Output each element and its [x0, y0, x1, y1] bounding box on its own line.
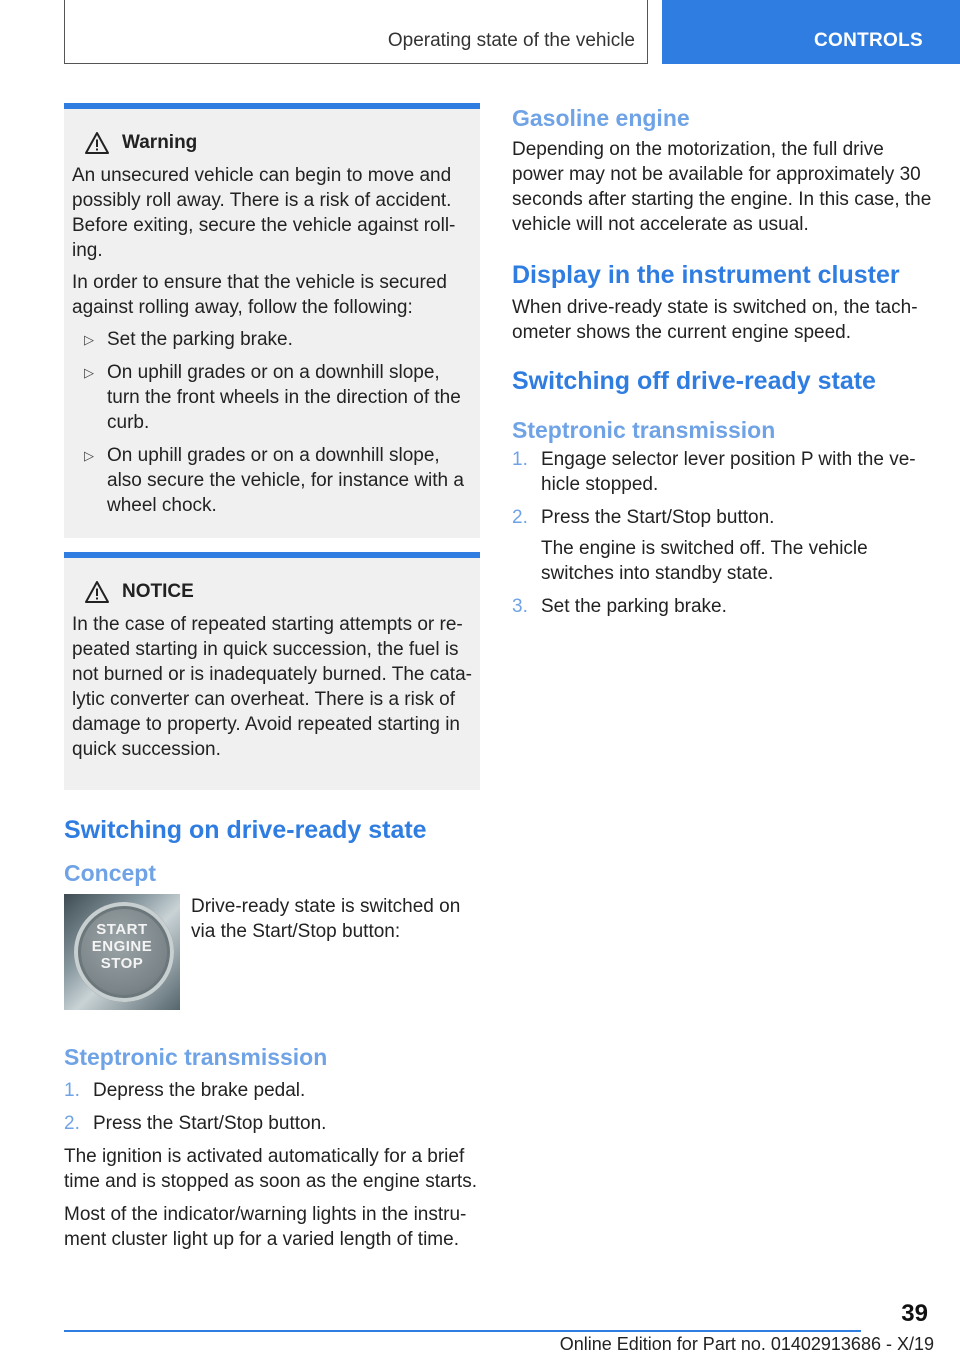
warning-heading: Warning [122, 132, 198, 153]
step-item: 1. Engage selector lever position P with the ve-hicle stopped. [512, 449, 916, 495]
list-item: ▷ Set the parking brake. [84, 329, 293, 350]
left-column [64, 103, 480, 1260]
step-item: 2. Press the Start/Stop button. The engine is switched off. The vehicle switches into standby state. [512, 505, 932, 586]
page-number: 39 [901, 1300, 928, 1327]
gasoline-paragraph: Depending on the motorization, the full drive power may not be available for approximately 30 seconds after starting the engine. In this case, the vehicle will not accelerate as usual. [512, 139, 932, 235]
concept-row [64, 894, 480, 1010]
switching-off-heading: Switching off drive-ready state [512, 367, 876, 395]
list-item: ▷ On uphill grades or on a downhill slope, turn the front wheels in the direction of the curb. [84, 362, 461, 433]
warning-list [72, 327, 472, 518]
gasoline-heading: Gasoline engine [512, 105, 690, 131]
step-sub-text: The engine is switched off. The vehicle switches into standby state. [541, 538, 868, 584]
bullet-triangle-icon: ▷ [84, 448, 94, 463]
bullet-triangle-icon: ▷ [84, 332, 94, 347]
footer-edition: Online Edition for Part no. 01402913686 - X/19 [559, 1334, 934, 1354]
step-item: 2. Press the Start/Stop button. [64, 1113, 327, 1134]
footer-rule [64, 1330, 861, 1332]
warning-paragraph-2: In order to ensure that the vehicle is secured against rolling away, follow the following: [72, 272, 447, 318]
steps-on-list [64, 1078, 480, 1136]
step-item: 3. Set the parking brake. [512, 596, 727, 617]
notice-triangle-icon [84, 580, 110, 604]
warning-heading-row [72, 131, 472, 155]
steps-off-list [512, 447, 932, 619]
start-stop-button-label: START ENGINE STOP [91, 921, 153, 972]
concept-heading: Concept [64, 860, 156, 886]
notice-paragraph: In the case of repeated starting attempts or re-peated starting in quick succession, the fuel is not burned or is inadequately burned. The cata-lytic converter can overheat. There is a risk of damage to property. Avoid repeated starting in quick succession. [72, 614, 472, 760]
right-column [512, 103, 932, 627]
display-heading: Display in the instrument cluster [512, 261, 900, 289]
warning-box [64, 103, 480, 538]
steptronic-on-heading: Steptronic transmission [64, 1044, 328, 1070]
switching-on-heading: Switching on drive-ready state [64, 816, 427, 844]
start-stop-button-image [64, 894, 180, 1010]
bullet-triangle-icon: ▷ [84, 365, 94, 380]
warning-triangle-icon [84, 131, 110, 155]
indicator-paragraph: Most of the indicator/warning lights in the instru-ment cluster light up for a varied length of time. [64, 1204, 467, 1250]
header-title: Operating state of the vehicle [387, 30, 635, 51]
warning-paragraph-1: An unsecured vehicle can begin to move and possibly roll away. There is a risk of accident. Before exiting, secure the vehicle against roll-ing. [72, 165, 456, 261]
running-header [64, 0, 648, 64]
notice-heading: NOTICE [122, 581, 194, 602]
list-item: ▷ On uphill grades or on a downhill slope, also secure the vehicle, for instance with a wheel chock. [84, 445, 464, 516]
section-name: CONTROLS [814, 30, 924, 51]
notice-box [64, 552, 480, 790]
ignition-paragraph: The ignition is activated automatically for a brief time and is stopped as soon as the engine starts. [64, 1146, 477, 1192]
notice-heading-row [72, 580, 472, 604]
display-paragraph: When drive-ready state is switched on, the tach-ometer shows the current engine speed. [512, 297, 918, 343]
step-item: 1. Depress the brake pedal. [64, 1080, 306, 1101]
concept-text: Drive-ready state is switched on via the Start/Stop button: [191, 896, 461, 942]
steptronic-off-heading: Steptronic transmission [512, 417, 776, 443]
section-tab [662, 0, 960, 64]
